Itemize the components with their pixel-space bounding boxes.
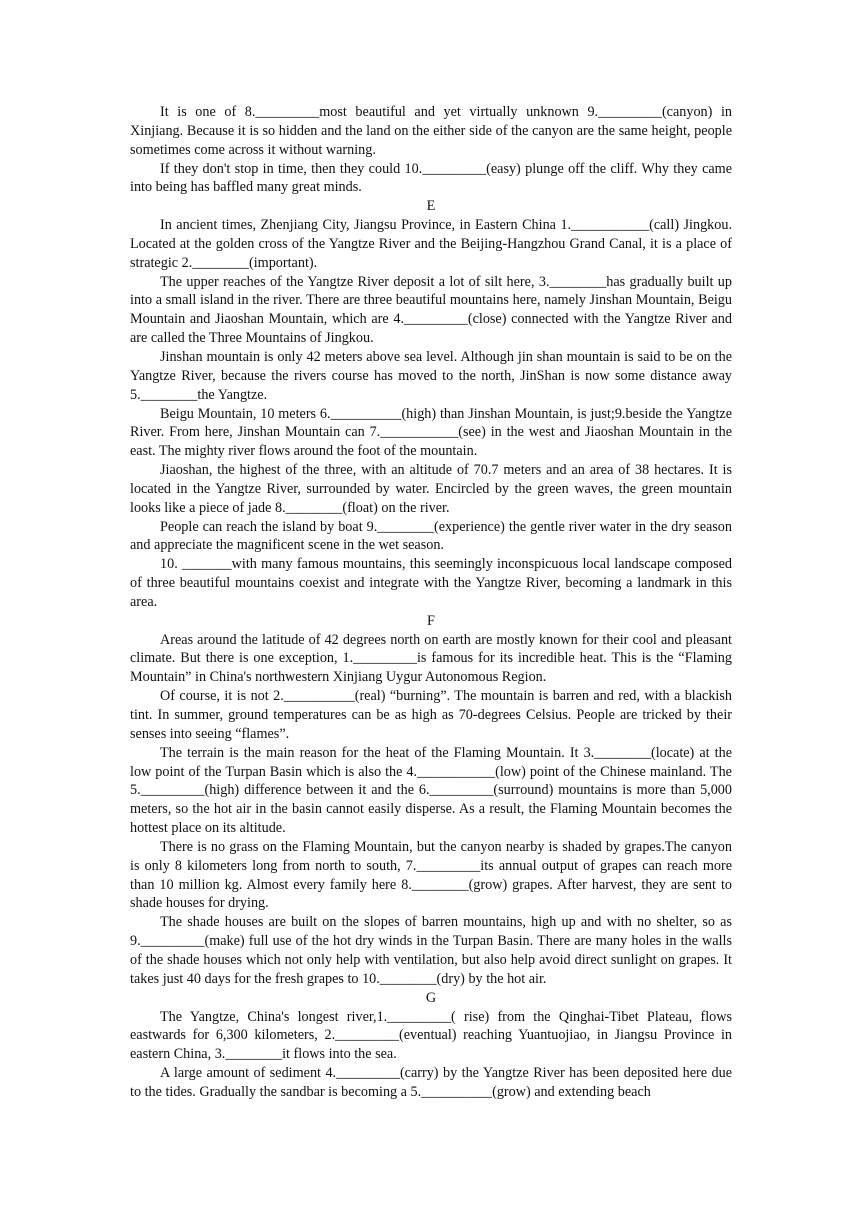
paragraph: In ancient times, Zhenjiang City, Jiangsu Province, in Eastern China 1.___________(call) Jingkou. Located at the golden cross of the Yangtze River and the Beijing-Hangzhou Grand Canal, it is a place of strategic 2.________(important).	[130, 217, 732, 271]
paragraph: The upper reaches of the Yangtze River deposit a lot of silt here, 3.________has gradually built up into a small island in the river. There are three beautiful mountains here, namely Jinshan Mountain, Beigu Mountain and Jiaoshan Mountain, which are 4._________(close) connected with the Yangtze River and are called the Three Mountains of Jingkou.	[130, 273, 732, 347]
section-e	[130, 197, 732, 612]
paragraph: A large amount of sediment 4._________(carry) by the Yangtze River has been deposited here due to the tides. Gradually the sandbar is becoming a 5.__________(grow) and extending beach	[130, 1065, 732, 1100]
paragraph: 10. _______with many famous mountains, this seemingly inconspicuous local landscape composed of three beautiful mountains coexist and integrate with the Yangtze River, becoming a landmark in this area.	[130, 556, 732, 610]
paragraph: Beigu Mountain, 10 meters 6.__________(high) than Jinshan Mountain, is just;9.beside the Yangtze River. From here, Jinshan Mountain can 7.___________(see) in the west and Jiaoshan Mountain in the east. The mighty river flows around the foot of the mountain.	[130, 405, 732, 460]
section-g	[130, 989, 732, 1102]
paragraph: It is one of 8._________most beautiful and yet virtually unknown 9._________(canyon) in Xinjiang. Because it is so hidden and the land on the either side of the canyon are the same height, people sometimes come across it without warning.	[130, 104, 732, 158]
section-heading: E	[426, 198, 436, 215]
paragraph: People can reach the island by boat 9.________(experience) the gentle river water in the dry season and appreciate the magnificent scene in the wet season.	[130, 518, 732, 554]
paragraph: The Yangtze, China's longest river,1._________( rise) from the Qinghai-Tibet Plateau, flows eastwards for 6,300 kilometers, 2._________(eventual) reaching Yuantuojiao, in Jiangsu Province in eastern China, 3.________it flows into the sea.	[130, 1008, 732, 1063]
section-heading: G	[425, 989, 437, 1006]
paragraph: Jinshan mountain is only 42 meters above sea level. Although jin shan mountain is said to be on the Yangtze River, because the rivers course has moved to the north, JinShan is now some distance away 5.________the Yangtze.	[130, 348, 732, 403]
document-page	[130, 103, 732, 1102]
paragraph: The terrain is the main reason for the heat of the Flaming Mountain. It 3.________(locate) at the low point of the Turpan Basin which is also the 4.___________(low) point of the Chinese mainland. The 5._________(high) difference between it and the 6._________(surround) mountains is more than 5,000 meters, so the hot air in the basin cannot easily disperse. As a result, the Flaming Mountain becomes the hottest place on its altitude.	[130, 744, 732, 837]
section-d-continued	[130, 103, 732, 197]
paragraph: Areas around the latitude of 42 degrees north on earth are mostly known for their cool and pleasant climate. But there is one exception, 1._________is famous for its incredible heat. This is the “Flaming Mountain” in China's northwestern Xinjiang Uygur Autonomous Region.	[130, 631, 732, 686]
paragraph: The shade houses are built on the slopes of barren mountains, high up and with no shelter, so as 9._________(make) full use of the hot dry winds in the Turpan Basin. There are many holes in the walls of the shade houses which not only help with ventilation, but also help avoid direct sunlight on grapes. It takes just 40 days for the fresh grapes to 10.________(dry) by the hot air.	[130, 914, 732, 987]
section-f	[130, 612, 732, 989]
paragraph: If they don't stop in time, then they could 10._________(easy) plunge off the cliff. Why they came into being has baffled many great minds.	[130, 160, 732, 196]
paragraph: Jiaoshan, the highest of the three, with an altitude of 70.7 meters and an area of 38 hectares. It is located in the Yangtze River, surrounded by water. Encircled by the green waves, the green mountain looks like a piece of jade 8.________(float) on the river.	[130, 462, 732, 516]
section-heading: F	[427, 612, 435, 629]
paragraph: There is no grass on the Flaming Mountain, but the canyon nearby is shaded by grapes.The canyon is only 8 kilometers long from north to south, 7._________its annual output of grapes can reach more than 10 million kg. Almost every family here 8.________(grow) grapes. After harvest, they are sent to shade houses for drying.	[130, 838, 732, 912]
paragraph: Of course, it is not 2.__________(real) “burning”. The mountain is barren and red, with a blackish tint. In summer, ground temperatures can be as high as 70-degrees Celsius. People are tricked by their senses into seeing “flames”.	[130, 688, 732, 742]
